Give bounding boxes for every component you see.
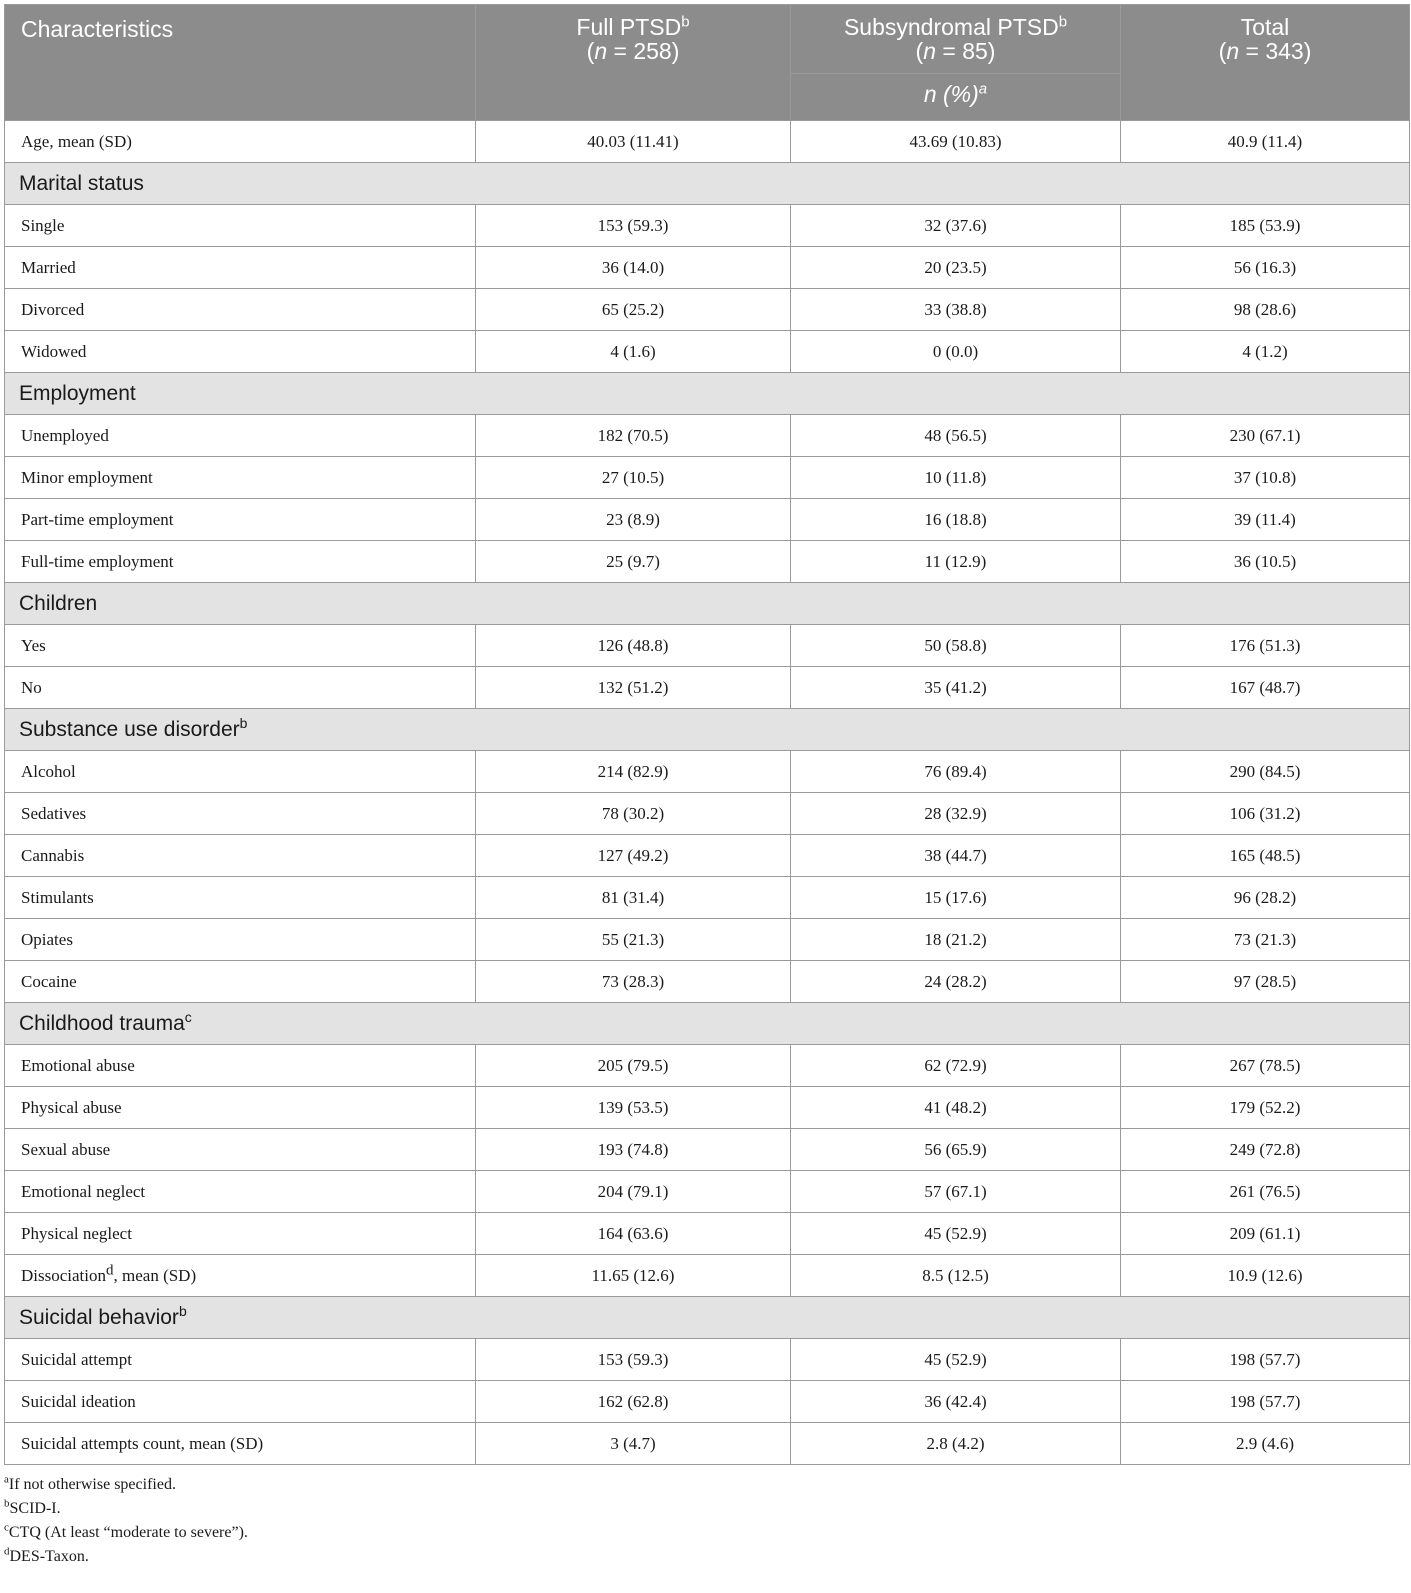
row-label-sup: d: [106, 1261, 114, 1278]
table-row: [5, 1129, 1410, 1171]
row-label: Age, mean (SD): [5, 121, 476, 163]
header-sub-sup: b: [1058, 13, 1068, 31]
cell-sub: 76 (89.4): [791, 751, 1121, 793]
footnote-mark: c: [4, 1521, 9, 1534]
cell-total: 209 (61.1): [1121, 1213, 1410, 1255]
footnote-mark: a: [4, 1473, 9, 1486]
row-label: Emotional abuse: [5, 1045, 476, 1087]
row-label: Physical neglect: [5, 1213, 476, 1255]
table-row: [5, 835, 1410, 877]
table-row: [5, 793, 1410, 835]
footnote-mark: b: [4, 1497, 10, 1510]
table-row: [5, 1423, 1410, 1465]
section-title: Marital status: [5, 163, 1410, 205]
cell-full: 139 (53.5): [476, 1087, 791, 1129]
header-characteristics-text: Characteristics: [21, 16, 174, 42]
cell-total: 249 (72.8): [1121, 1129, 1410, 1171]
header-sub-n-var: n: [923, 38, 936, 64]
row-label-a: Dissociation: [21, 1265, 106, 1285]
cell-sub: 45 (52.9): [791, 1213, 1121, 1255]
cell-full: 78 (30.2): [476, 793, 791, 835]
cell-sub: 36 (42.4): [791, 1381, 1121, 1423]
cell-total: 73 (21.3): [1121, 919, 1410, 961]
table-row: [5, 541, 1410, 583]
section-title: Employment: [5, 373, 1410, 415]
table-row: [5, 499, 1410, 541]
header-characteristics: [5, 5, 476, 121]
cell-total: 290 (84.5): [1121, 751, 1410, 793]
cell-total: 96 (28.2): [1121, 877, 1410, 919]
cell-sub: 0 (0.0): [791, 331, 1121, 373]
row-label: Sexual abuse: [5, 1129, 476, 1171]
cell-sub: 57 (67.1): [791, 1171, 1121, 1213]
cell-total: 185 (53.9): [1121, 205, 1410, 247]
cell-total: 2.9 (4.6): [1121, 1423, 1410, 1465]
cell-total: 261 (76.5): [1121, 1171, 1410, 1213]
header-total-n-prefix: (: [1218, 38, 1227, 64]
cell-sub: 20 (23.5): [791, 247, 1121, 289]
row-label: Sedatives: [5, 793, 476, 835]
cell-sub: 35 (41.2): [791, 667, 1121, 709]
cell-sub: 43.69 (10.83): [791, 121, 1121, 163]
table-row: [5, 961, 1410, 1003]
cell-full: 27 (10.5): [476, 457, 791, 499]
table-row: [5, 415, 1410, 457]
cell-sub: 62 (72.9): [791, 1045, 1121, 1087]
cell-sub: 8.5 (12.5): [791, 1255, 1121, 1297]
footnote-text: SCID-I.: [9, 1500, 61, 1517]
cell-full: 193 (74.8): [476, 1129, 791, 1171]
header-subsyndromal-ptsd: [791, 5, 1121, 74]
cell-total: 97 (28.5): [1121, 961, 1410, 1003]
cell-total: 165 (48.5): [1121, 835, 1410, 877]
row-label: Full-time employment: [5, 541, 476, 583]
cell-full: 36 (14.0): [476, 247, 791, 289]
row-label: Single: [5, 205, 476, 247]
table-row: [5, 289, 1410, 331]
header-full-n-var: n: [594, 38, 608, 64]
characteristics-table: [4, 4, 1410, 1465]
cell-full: 40.03 (11.41): [476, 121, 791, 163]
cell-full: 127 (49.2): [476, 835, 791, 877]
cell-sub: 24 (28.2): [791, 961, 1121, 1003]
row-label: Suicidal attempt: [5, 1339, 476, 1381]
cell-sub: 41 (48.2): [791, 1087, 1121, 1129]
header-sub-label: Subsyndromal PTSD: [843, 14, 1059, 40]
cell-full: 25 (9.7): [476, 541, 791, 583]
footnote: [4, 1473, 1409, 1497]
cell-sub: 2.8 (4.2): [791, 1423, 1121, 1465]
section-title-sup: b: [239, 714, 248, 731]
row-label: Suicidal attempts count, mean (SD): [5, 1423, 476, 1465]
row-label: No: [5, 667, 476, 709]
cell-sub: 50 (58.8): [791, 625, 1121, 667]
cell-full: 11.65 (12.6): [476, 1255, 791, 1297]
cell-sub: 10 (11.8): [791, 457, 1121, 499]
header-total-n-var: n: [1226, 38, 1240, 64]
table-row: [5, 247, 1410, 289]
table-row: [5, 1339, 1410, 1381]
cell-total: 267 (78.5): [1121, 1045, 1410, 1087]
row-label-b: , mean (SD): [113, 1265, 197, 1285]
cell-total: 37 (10.8): [1121, 457, 1410, 499]
cell-full: 164 (63.6): [476, 1213, 791, 1255]
cell-sub: 38 (44.7): [791, 835, 1121, 877]
table-row: [5, 1255, 1410, 1297]
cell-total: 4 (1.2): [1121, 331, 1410, 373]
table-row: [5, 205, 1410, 247]
table-row: [5, 121, 1410, 163]
cell-sub: 28 (32.9): [791, 793, 1121, 835]
header-full-label: Full PTSD: [576, 14, 682, 40]
row-label: Divorced: [5, 289, 476, 331]
table-row: [5, 877, 1410, 919]
footnote: [4, 1521, 1409, 1545]
header-total: [1121, 5, 1410, 121]
cell-full: 182 (70.5): [476, 415, 791, 457]
table-row: [5, 625, 1410, 667]
header-total-label: Total: [1240, 14, 1290, 40]
cell-sub: 16 (18.8): [791, 499, 1121, 541]
header-full-n-prefix: (: [586, 38, 595, 64]
cell-sub: 56 (65.9): [791, 1129, 1121, 1171]
section-title: [5, 1003, 1410, 1045]
footnote: [4, 1497, 1409, 1521]
section-row-suicidal-behavior: [5, 1297, 1410, 1339]
row-label: Emotional neglect: [5, 1171, 476, 1213]
cell-sub: 32 (37.6): [791, 205, 1121, 247]
table-row: [5, 1381, 1410, 1423]
cell-full: 81 (31.4): [476, 877, 791, 919]
header-sub-n-value: = 85): [936, 38, 996, 64]
cell-sub: 33 (38.8): [791, 289, 1121, 331]
cell-full: 162 (62.8): [476, 1381, 791, 1423]
cell-full: 214 (82.9): [476, 751, 791, 793]
table-row: [5, 1087, 1410, 1129]
header-full-n-value: = 258): [607, 38, 680, 64]
cell-full: 153 (59.3): [476, 205, 791, 247]
section-title-text: Childhood trauma: [19, 1011, 185, 1035]
row-label: Widowed: [5, 331, 476, 373]
section-title-sup: c: [184, 1008, 192, 1025]
section-title-text: Suicidal behavior: [19, 1305, 179, 1329]
row-label: Minor employment: [5, 457, 476, 499]
header-full-ptsd: [476, 5, 791, 121]
row-label: Part-time employment: [5, 499, 476, 541]
row-label: Married: [5, 247, 476, 289]
section-row-marital: [5, 163, 1410, 205]
table-row: [5, 331, 1410, 373]
table-row: [5, 1213, 1410, 1255]
section-title: [5, 1297, 1410, 1339]
header-unit-label: n (%): [923, 81, 979, 107]
cell-total: 56 (16.3): [1121, 247, 1410, 289]
cell-full: 132 (51.2): [476, 667, 791, 709]
table-row: [5, 667, 1410, 709]
cell-total: 167 (48.7): [1121, 667, 1410, 709]
cell-full: 204 (79.1): [476, 1171, 791, 1213]
footnote-text: If not otherwise specified.: [8, 1476, 176, 1493]
cell-total: 10.9 (12.6): [1121, 1255, 1410, 1297]
table-row: [5, 457, 1410, 499]
row-label: Suicidal ideation: [5, 1381, 476, 1423]
row-label: [5, 1255, 476, 1297]
footnote-mark: d: [4, 1545, 10, 1558]
footnote: [4, 1545, 1409, 1569]
section-row-childhood-trauma: [5, 1003, 1410, 1045]
cell-total: 98 (28.6): [1121, 289, 1410, 331]
cell-total: 176 (51.3): [1121, 625, 1410, 667]
cell-sub: 18 (21.2): [791, 919, 1121, 961]
cell-total: 179 (52.2): [1121, 1087, 1410, 1129]
table-row: [5, 1045, 1410, 1087]
cell-sub: 48 (56.5): [791, 415, 1121, 457]
header-unit-sup: a: [978, 80, 988, 98]
characteristics-table-container: [4, 4, 1409, 1569]
cell-total: 198 (57.7): [1121, 1381, 1410, 1423]
section-title: Children: [5, 583, 1410, 625]
section-title: [5, 709, 1410, 751]
row-label: Yes: [5, 625, 476, 667]
cell-full: 4 (1.6): [476, 331, 791, 373]
cell-total: 39 (11.4): [1121, 499, 1410, 541]
cell-full: 65 (25.2): [476, 289, 791, 331]
header-unit: [791, 74, 1121, 121]
cell-full: 205 (79.5): [476, 1045, 791, 1087]
row-label: Cocaine: [5, 961, 476, 1003]
row-label: Physical abuse: [5, 1087, 476, 1129]
cell-full: 3 (4.7): [476, 1423, 791, 1465]
cell-total: 40.9 (11.4): [1121, 121, 1410, 163]
cell-full: 73 (28.3): [476, 961, 791, 1003]
cell-sub: 11 (12.9): [791, 541, 1121, 583]
row-label: Stimulants: [5, 877, 476, 919]
section-row-children: [5, 583, 1410, 625]
row-label: Alcohol: [5, 751, 476, 793]
row-label: Cannabis: [5, 835, 476, 877]
header-total-n-value: = 343): [1239, 38, 1312, 64]
cell-total: 106 (31.2): [1121, 793, 1410, 835]
row-label: Opiates: [5, 919, 476, 961]
cell-full: 126 (48.8): [476, 625, 791, 667]
cell-total: 230 (67.1): [1121, 415, 1410, 457]
section-row-substance-use: [5, 709, 1410, 751]
footnote-text: DES-Taxon.: [9, 1548, 89, 1565]
cell-total: 36 (10.5): [1121, 541, 1410, 583]
cell-full: 153 (59.3): [476, 1339, 791, 1381]
cell-full: 23 (8.9): [476, 499, 791, 541]
cell-sub: 45 (52.9): [791, 1339, 1121, 1381]
cell-full: 55 (21.3): [476, 919, 791, 961]
table-row: [5, 751, 1410, 793]
footnote-text: CTQ (At least “moderate to severe”).: [8, 1524, 248, 1541]
section-title-text: Substance use disorder: [19, 717, 240, 741]
section-title-sup: b: [178, 1302, 187, 1319]
cell-sub: 15 (17.6): [791, 877, 1121, 919]
header-sub-n-prefix: (: [915, 38, 924, 64]
row-label: Unemployed: [5, 415, 476, 457]
table-row: [5, 919, 1410, 961]
header-full-sup: b: [681, 13, 690, 31]
table-row: [5, 1171, 1410, 1213]
cell-total: 198 (57.7): [1121, 1339, 1410, 1381]
footnotes: [4, 1473, 1409, 1569]
section-row-employment: [5, 373, 1410, 415]
